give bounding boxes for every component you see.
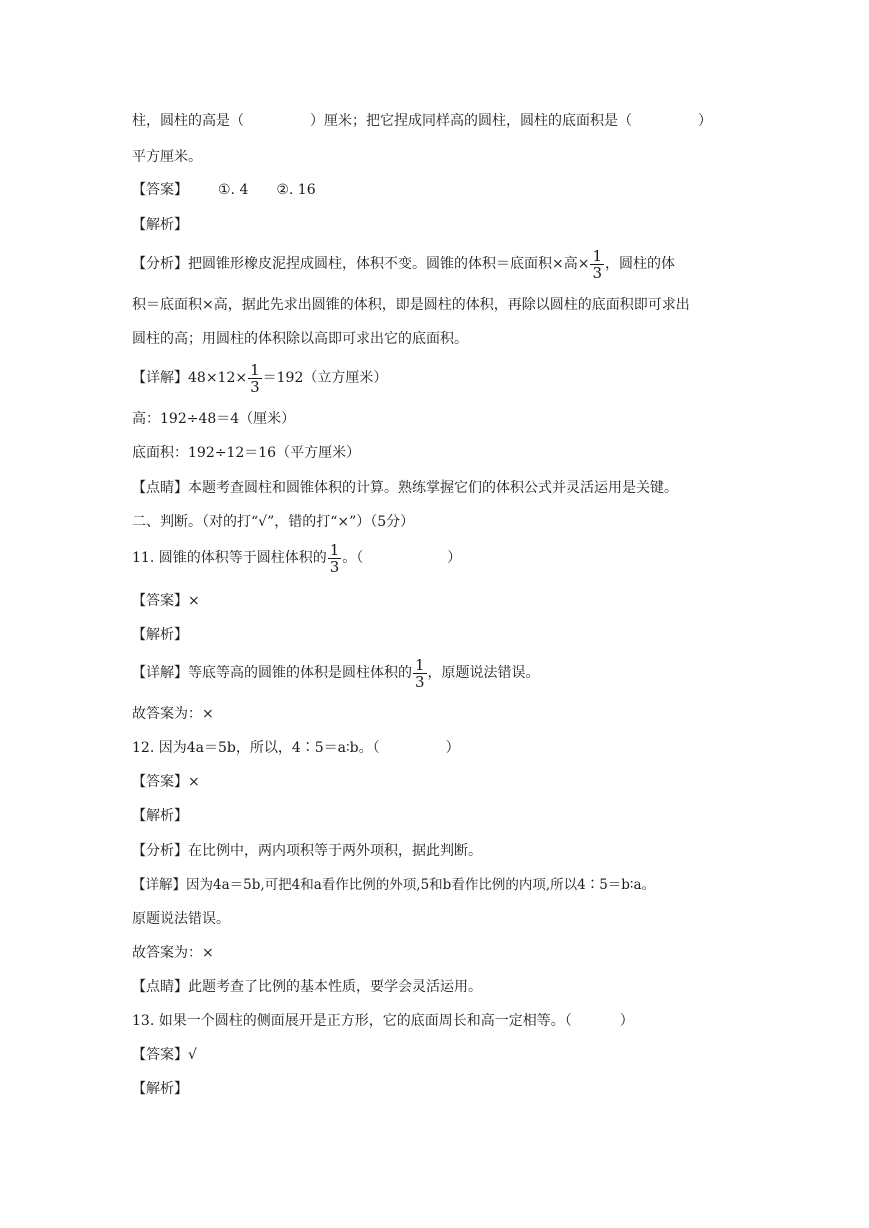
text-line: 原题说法错误。 bbox=[132, 911, 230, 927]
analysis-heading: 【解析】 bbox=[132, 1081, 188, 1097]
analysis-line bbox=[132, 244, 675, 284]
detail-line: 【详解】因为4a＝5b,可把4和a看作比例的外项,5和b看作比例的内项,所以4∶5＝b∶a。 bbox=[132, 877, 655, 893]
text: 【详解】48×12× bbox=[132, 370, 248, 386]
section-heading: 二、判断。（对的打“√”，错的打“×”）（5分） bbox=[132, 514, 415, 530]
text: 柱，圆柱的高是（ bbox=[132, 113, 244, 129]
question-12 bbox=[132, 738, 460, 758]
text: 。（ bbox=[342, 550, 364, 566]
text: 11. 圆锥的体积等于圆柱体积的 bbox=[132, 550, 327, 566]
analysis-heading: 【解析】 bbox=[132, 217, 188, 233]
text: ，圆柱的体 bbox=[605, 256, 676, 272]
fraction-denominator: 3 bbox=[415, 672, 425, 691]
analysis-heading: 【解析】 bbox=[132, 808, 188, 824]
detail-line bbox=[132, 358, 387, 398]
text: ） bbox=[447, 550, 462, 566]
text-line: 圆柱的高；用圆柱的体积除以高即可求出它的底面积。 bbox=[132, 331, 468, 347]
detail-line bbox=[132, 653, 540, 693]
answer-line: 【答案】√ bbox=[132, 1047, 197, 1063]
text: 13. 如果一个圆柱的侧面展开是正方形，它的底面周长和高一定相等。（ bbox=[132, 1013, 572, 1029]
answer-line: 【答案】× bbox=[132, 593, 200, 609]
analysis-heading: 【解析】 bbox=[132, 627, 188, 643]
answer-value: ②. 16 bbox=[276, 182, 316, 198]
text-line: 底面积：192÷12＝16（平方厘米） bbox=[132, 445, 361, 461]
text: ） bbox=[698, 113, 712, 129]
fraction-denominator: 3 bbox=[250, 377, 260, 396]
text-line: 高：192÷48＝4（厘米） bbox=[132, 411, 296, 427]
text-line: 故答案为：× bbox=[132, 706, 214, 722]
fraction-one-third bbox=[248, 362, 262, 395]
text: ）厘米；把它捏成同样高的圆柱，圆柱的底面积是（ bbox=[310, 113, 632, 129]
fraction-denominator: 3 bbox=[592, 263, 603, 282]
question-13 bbox=[132, 1011, 634, 1031]
text-line: 故答案为：× bbox=[132, 945, 214, 961]
fraction-denominator: 3 bbox=[329, 557, 340, 576]
analysis-line: 【分析】在比例中，两内项积等于两外项积，据此判断。 bbox=[132, 843, 482, 859]
comment-line: 【点睛】本题考查圆柱和圆锥体积的计算。熟练掌握它们的体积公式并灵活运用是关键。 bbox=[132, 480, 678, 496]
fraction-numerator: 1 bbox=[329, 540, 340, 559]
fraction-numerator: 1 bbox=[250, 360, 260, 379]
text: ，原题说法错误。 bbox=[427, 665, 540, 681]
text-line: 平方厘米。 bbox=[132, 149, 202, 165]
fraction-one-third bbox=[328, 542, 342, 575]
text: 【详解】等底等高的圆锥的体积是圆柱体积的 bbox=[132, 665, 412, 681]
fraction-numerator: 1 bbox=[592, 246, 603, 265]
fraction-one-third bbox=[590, 248, 604, 281]
answer-label: 【答案】 bbox=[132, 182, 188, 198]
question-10-continuation bbox=[132, 111, 712, 131]
fraction-one-third bbox=[413, 657, 427, 690]
fraction-numerator: 1 bbox=[415, 655, 425, 674]
text: ＝192（立方厘米） bbox=[262, 370, 388, 386]
answer-value: ①. 4 bbox=[218, 182, 249, 198]
text: 12. 因为4a＝5b，所以，4∶5＝a∶b。（ bbox=[132, 740, 380, 756]
text-line: 积＝底面积×高，据此先求出圆锥的体积，即是圆柱的体积，再除以圆柱的底面积即可求出 bbox=[132, 297, 690, 313]
answer-line bbox=[132, 180, 316, 200]
text: ） bbox=[619, 1013, 634, 1029]
answer-line: 【答案】× bbox=[132, 774, 200, 790]
comment-line: 【点睛】此题考查了比例的基本性质，要学会灵活运用。 bbox=[132, 979, 482, 995]
text: 【分析】把圆锥形橡皮泥捏成圆柱，体积不变。圆锥的体积＝底面积×高× bbox=[132, 256, 590, 272]
question-11 bbox=[132, 538, 461, 578]
text: ） bbox=[445, 740, 460, 756]
